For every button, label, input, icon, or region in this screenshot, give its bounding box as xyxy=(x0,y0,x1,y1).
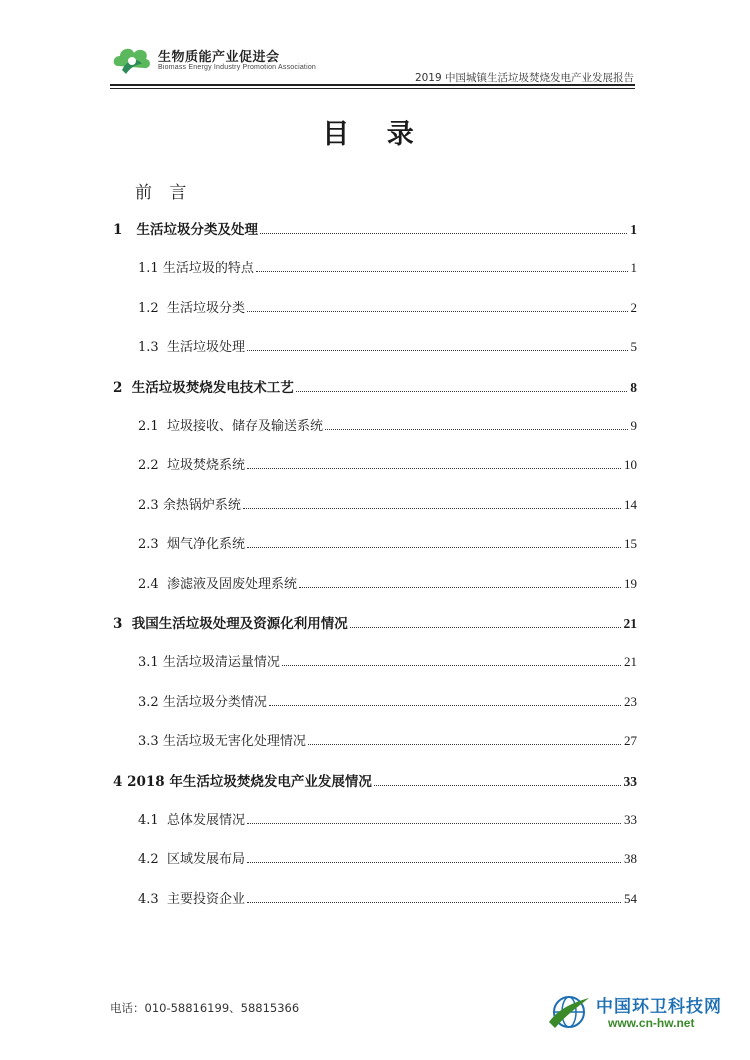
toc-leader-dots xyxy=(243,499,621,509)
toc-entry-title: 年生活垃圾焚烧发电产业发展情况 xyxy=(169,773,372,790)
toc-page-number: 19 xyxy=(624,575,637,591)
toc-entry-title: 烟气净化系统 xyxy=(166,537,245,553)
toc-section-row[interactable] xyxy=(0,651,750,675)
toc-number: 4 2018 xyxy=(113,773,170,790)
toc-page-number: 54 xyxy=(624,890,637,906)
watermark-name: 中国环卫科技网 xyxy=(596,997,722,1017)
toc-section-row[interactable] xyxy=(0,573,750,597)
toc-number: 4.1 xyxy=(138,813,167,828)
org-name-cn: 生物质能产业促进会 xyxy=(158,50,280,65)
toc-entry-title: 生活垃圾的特点 xyxy=(162,261,254,277)
toc-section-row[interactable] xyxy=(0,888,750,912)
cloud-leaf-logo-icon xyxy=(112,44,152,78)
toc-leader-dots xyxy=(247,853,621,863)
toc-number: 3 xyxy=(113,616,132,632)
header-rule-thin xyxy=(110,88,635,89)
toc-number: 4.3 xyxy=(138,891,167,907)
toc-page-number: 5 xyxy=(630,339,637,355)
toc-entry-title: 主要投资企业 xyxy=(166,891,245,907)
toc-page-number: 21 xyxy=(623,616,637,631)
toc-page-number: 33 xyxy=(623,773,637,789)
toc-entry-title: 生活垃圾无害化处理情况 xyxy=(162,734,306,750)
toc-number: 2.4 xyxy=(138,576,167,592)
toc-leader-dots xyxy=(299,578,621,588)
toc-leader-dots xyxy=(260,224,627,234)
toc-entry-title: 生活垃圾分类 xyxy=(166,300,245,316)
toc-page-number: 21 xyxy=(624,654,637,670)
toc-section-row[interactable] xyxy=(0,297,750,321)
toc-number: 1 xyxy=(113,222,137,238)
page-title: 目 录 xyxy=(322,119,428,150)
toc-chapter-row[interactable] xyxy=(0,376,750,400)
org-name-en: Biomass Energy Industry Promotion Association xyxy=(158,64,317,71)
toc-page-number: 38 xyxy=(624,851,637,867)
toc-section-row[interactable] xyxy=(0,257,750,281)
toc-section-row[interactable] xyxy=(0,730,750,754)
toc-page-number: 23 xyxy=(624,693,637,709)
toc-leader-dots xyxy=(282,656,621,666)
toc-number: 3.3 xyxy=(138,734,163,750)
toc-entry-title: 总体发展情况 xyxy=(166,813,245,828)
toc-number: 1.1 xyxy=(138,261,163,277)
toc-entry-title: 余热锅炉系统 xyxy=(162,497,241,513)
globe-swoosh-icon xyxy=(545,988,593,1036)
toc-entry-title: 垃圾接收、储存及输送系统 xyxy=(166,419,323,434)
toc-section-row[interactable] xyxy=(0,336,750,360)
toc-section-row[interactable] xyxy=(0,454,750,478)
toc-chapter-row[interactable] xyxy=(0,612,750,636)
toc-number: 2 xyxy=(113,379,132,396)
toc-entry-title: 生活垃圾焚烧发电技术工艺 xyxy=(131,379,294,396)
toc-number: 4.2 xyxy=(138,852,167,868)
watermark-url: www.cn-hw.net xyxy=(608,1016,695,1030)
toc-leader-dots xyxy=(247,459,621,469)
toc-page-number: 1 xyxy=(630,222,637,237)
toc-entry-title: 生活垃圾分类及处理 xyxy=(136,222,258,238)
toc-entry-title: 区域发展布局 xyxy=(166,852,245,868)
toc-leader-dots xyxy=(350,618,621,628)
toc-section-row[interactable] xyxy=(0,691,750,715)
toc-leader-dots xyxy=(325,420,628,430)
toc-number: 2.2 xyxy=(138,458,167,474)
toc-leader-dots xyxy=(247,341,628,351)
toc-leader-dots xyxy=(256,262,628,272)
toc-number: 2.3 xyxy=(138,497,163,513)
toc-leader-dots xyxy=(308,735,621,745)
toc-chapter-row[interactable] xyxy=(0,218,750,242)
toc-page-number: 2 xyxy=(630,299,637,315)
toc-chapter-row[interactable] xyxy=(0,770,750,794)
toc-section-row[interactable] xyxy=(0,494,750,518)
toc-entry-title: 生活垃圾分类情况 xyxy=(162,694,267,710)
toc-page-number: 1 xyxy=(630,260,637,276)
toc-entry-title: 垃圾焚烧系统 xyxy=(166,458,245,474)
toc-section-row[interactable] xyxy=(0,848,750,872)
toc-entry-title: 生活垃圾处理 xyxy=(166,340,245,356)
header-rule-thick xyxy=(110,84,635,86)
report-title: 2019 中国城镇生活垃圾焚烧发电产业发展报告 xyxy=(414,72,634,84)
toc-number: 2.1 xyxy=(138,419,167,434)
toc-page-number: 33 xyxy=(624,812,637,827)
toc-leader-dots xyxy=(269,696,621,706)
toc-leader-dots xyxy=(247,893,621,903)
footer-phone: 电话：010-58816199、58815366 xyxy=(110,1001,300,1015)
toc-section-row[interactable] xyxy=(0,533,750,557)
page-header xyxy=(0,0,750,92)
toc-entry-title: 生活垃圾清运量情况 xyxy=(162,655,280,671)
toc-page-number: 27 xyxy=(624,733,637,749)
toc-entry-title: 我国生活垃圾处理及资源化利用情况 xyxy=(131,616,348,632)
toc-page-number: 8 xyxy=(630,379,637,395)
toc-number: 1.3 xyxy=(138,340,167,356)
toc-entry-title: 渗滤液及固废处理系统 xyxy=(166,576,297,592)
toc-section-row[interactable] xyxy=(0,415,750,439)
toc-page-number: 14 xyxy=(624,496,637,512)
toc-page-number: 9 xyxy=(630,418,637,433)
toc-leader-dots xyxy=(247,302,628,312)
toc-section-row[interactable] xyxy=(0,809,750,833)
toc-number: 3.2 xyxy=(138,694,163,710)
toc-number: 2.3 xyxy=(138,537,167,553)
preface-heading: 前 言 xyxy=(135,183,193,203)
toc-leader-dots xyxy=(247,538,621,548)
toc-leader-dots xyxy=(247,814,621,824)
toc-leader-dots xyxy=(296,382,627,392)
toc-number: 1.2 xyxy=(138,300,167,316)
toc-leader-dots xyxy=(374,776,621,786)
toc-number: 3.1 xyxy=(138,655,163,671)
toc-page-number: 15 xyxy=(624,536,637,552)
toc-page-number: 10 xyxy=(624,457,637,473)
